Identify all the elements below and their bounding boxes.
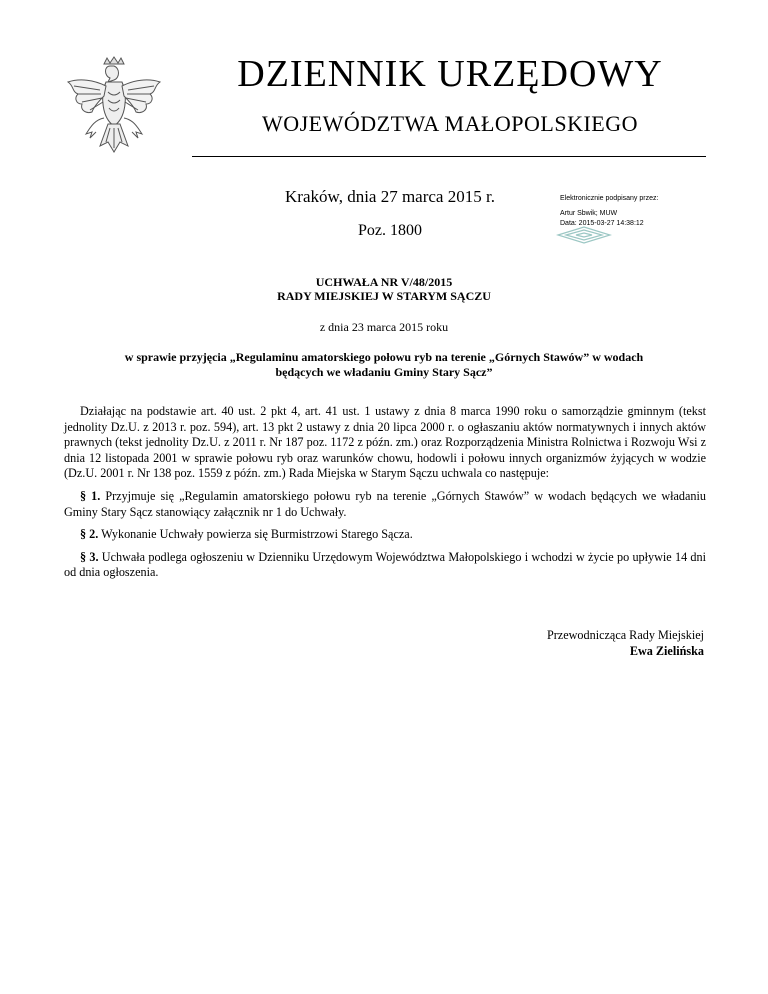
section-2 (64, 527, 706, 543)
resolution-body: RADY MIEJSKIEJ W STARYM SĄCZU (277, 289, 491, 303)
section-3 (64, 550, 706, 581)
issue-place-date: Kraków, dnia 27 marca 2015 r. (285, 187, 495, 206)
subject-line-2: będących we władaniu Gminy Stary Sącz” (275, 365, 493, 379)
section-2-mark: § 2. (80, 527, 99, 542)
resolution-number: UCHWAŁA NR V/48/2015 (315, 275, 453, 289)
resolution-date: z dnia 23 marca 2015 roku (319, 320, 449, 334)
section-1-mark: § 1. (80, 488, 101, 503)
intro-paragraph: Działając na podstawie art. 40 ust. 2 pkt 4, art. 41 ust. 1 ustawy z dnia 8 marca 1990 roku o samorządzie gminnym (tekst jednolity Dz.U. z 2013 r. poz. 594), art. 13 pkt 2 ustawy z dnia 20 lipca 2000 r. o ogłaszaniu aktów normatywnych i innych aktów prawnych (tekst jednolity Dz.U. z 2011 r. Nr 187 poz. 1172 z późn. zm.) oraz Rozporządzenia Ministra Rolnictwa i Rozwoju Wsi z dnia 12 listopada 2001 w sprawie połowu ryb oraz warunków chowu, hodowli i połowu innych organizmów żyjących w wodzie (Dz.U. 2001 r. Nr 138 poz. 1559 z późn. zm.) Rada Miejska w Starym Sączu uchwala co następuje: (64, 404, 706, 481)
signer-name: Ewa Zielińska (629, 643, 704, 658)
section-1 (64, 489, 706, 520)
signer-role: Przewodnicząca Rady Miejskiej (546, 628, 704, 642)
header-divider (192, 156, 706, 157)
journal-subtitle: WOJEWÓDZTWA MAŁOPOLSKIEGO (261, 111, 639, 136)
subject-line-1: w sprawie przyjęcia „Regulaminu amatorskiego połowu ryb na terenie „Górnych Stawów” w wodach (124, 350, 644, 364)
signature-label: Elektronicznie podpisany przez: (560, 195, 659, 202)
section-2-text: Wykonanie Uchwały powierza się Burmistrzowi Starego Sącza. (98, 527, 413, 542)
section-1-text: Przyjmuje się „Regulamin amatorskiego połowu ryb na terenie „Górnych Stawów” w wodach będących we władaniu Gminy Stary Sącz stanowiący załącznik nr 1 do Uchwały. (64, 488, 707, 519)
signature-signer: Artur Sbwik; MUW (560, 210, 618, 217)
eagle-emblem-icon (64, 56, 164, 156)
signature-date: Data: 2015-03-27 14:38:12 (560, 220, 644, 227)
journal-title: DZIENNIK URZĘDOWY (237, 53, 663, 95)
signature-logo-icon (556, 226, 612, 244)
signer-block (400, 628, 704, 659)
resolution-subject (64, 350, 704, 380)
section-3-mark: § 3. (80, 549, 99, 564)
electronic-signature-stamp (560, 194, 740, 229)
section-3-text: Uchwała podlega ogłoszeniu w Dzienniku Urzędowym Województwa Małopolskiego i wchodzi w życie po upływie 14 dni od dnia ogłoszenia. (64, 549, 707, 580)
resolution-body-text (64, 404, 706, 581)
issue-position: Poz. 1800 (358, 222, 422, 239)
resolution-heading (150, 275, 618, 303)
